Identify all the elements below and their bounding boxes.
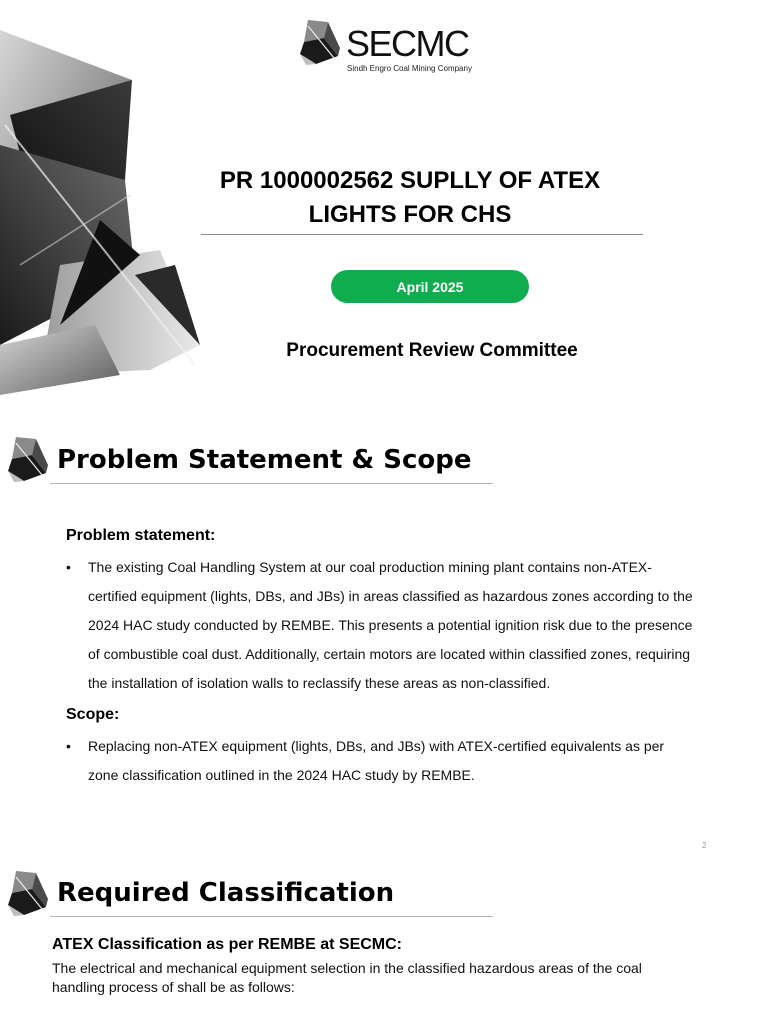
date-badge: April 2025: [331, 270, 529, 303]
problem-scope-slide: [0, 420, 768, 860]
page-title: PR 1000002562 SUPLLY OF ATEX LIGHTS FOR CHS: [219, 167, 601, 229]
scope-bullets: [66, 732, 696, 790]
section-divider: [50, 916, 493, 917]
committee-name: Procurement Review Committee: [286, 340, 578, 361]
section-heading: Required Classification: [57, 878, 395, 908]
logo-tagline: Sindh Engro Coal Mining Company: [347, 64, 472, 73]
coal-rock-logo-icon: [298, 18, 342, 66]
title-divider: [201, 234, 643, 235]
section-heading: Problem Statement & Scope: [57, 445, 472, 475]
scope-label: Scope:: [66, 706, 120, 723]
coal-rock-icon: [6, 869, 50, 917]
problem-label: Problem statement:: [66, 527, 216, 544]
atex-description: The electrical and mechanical equipment selection in the classified hazardous areas of the coal handling process of shall be as follows:: [52, 960, 642, 995]
cover-slide: [0, 0, 768, 420]
classification-slide: [0, 860, 768, 1024]
section-divider: [50, 483, 493, 484]
page-number: 2: [702, 841, 707, 850]
logo-wordmark: SECMC: [346, 23, 469, 64]
secmc-logo: [298, 18, 488, 76]
atex-subheading: ATEX Classification as per REMBE at SECMC:: [52, 936, 402, 953]
problem-bullet: • The existing Coal Handling System at our coal production mining plant contains non-ATEX-certified equipment (lights, DBs, and JBs) in areas classified as hazardous zones according to the 2024 HAC study conducted by REMBE. This presents a potential ignition risk due to the presence of combustible coal dust. Additionally, certain motors are located within classified zones, requiring the installation of isolation walls to reclassify these areas as non-classified.: [66, 553, 696, 698]
scope-bullet: • Replacing non-ATEX equipment (lights, DBs, and JBs) with ATEX-certified equivalents as per zone classification outlined in the 2024 HAC study by REMBE.: [66, 732, 696, 790]
coal-rock-icon: [6, 435, 50, 483]
coal-rock-graphic: [0, 25, 205, 397]
problem-bullets: [66, 553, 696, 698]
